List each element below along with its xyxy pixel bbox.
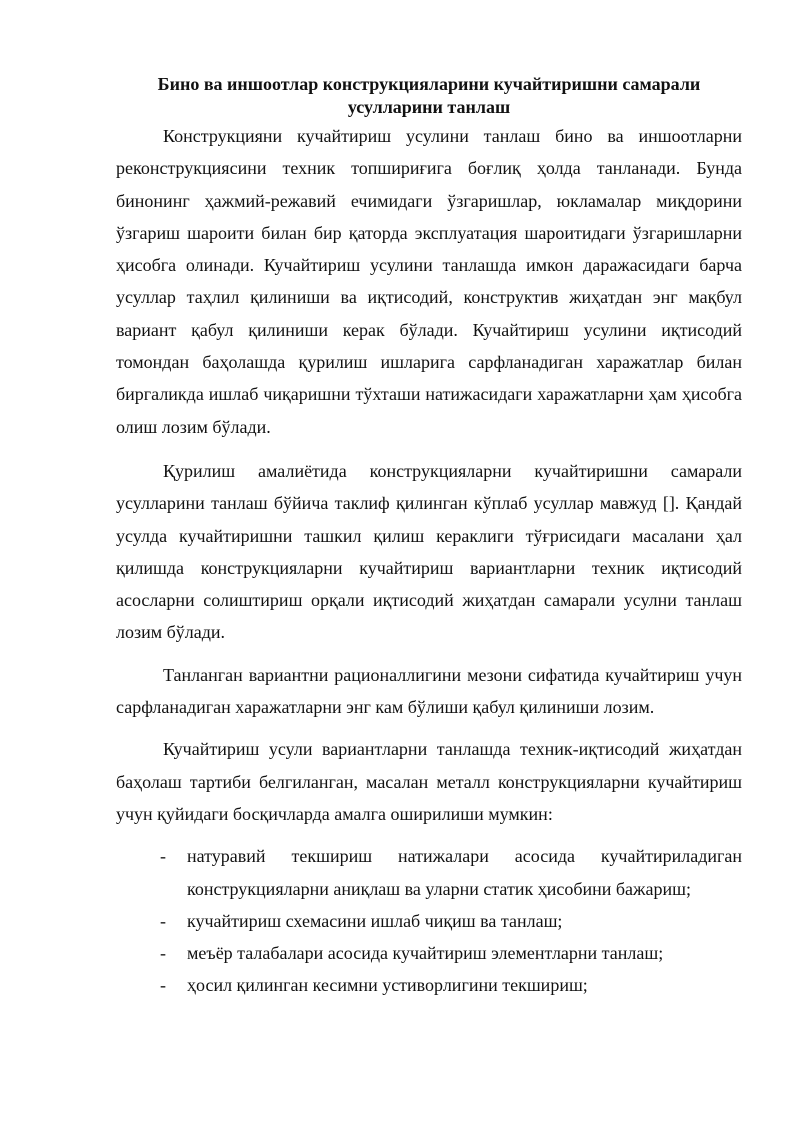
list-item-text: кучайтириш схемасини ишлаб чиқиш ва танлаш; [187, 910, 563, 931]
steps-list [116, 840, 742, 1001]
list-item-text: натуравий текшириш натижалари асосида кучайтириладиган конструкцияларни аниқлаш ва уларни статик ҳисобини бажариш; [187, 846, 742, 899]
list-dash-marker: - [160, 943, 166, 964]
list-item [116, 905, 742, 937]
list-item [116, 969, 742, 1001]
list-item [116, 937, 742, 969]
paragraph-1: Конструкцияни кучайтириш усулини танлаш бино ва иншоотларни реконструкциясини техник топшириғига боғлиқ ҳолда танланади. Бунда бинонинг ҳажмий-режавий ечимидаги ўзгаришлар, юкламалар миқдорини ўзгариш шароити билан бир қаторда эксплуатация шароитидаги ўзгаришларни ҳисобга олинади. Кучайтириш усулини танлашда имкон даражасидаги барча усуллар таҳлил қилиниши ва иқтисодий, конструктив жиҳатдан энг мақбул вариант қабул қилиниши керак бўлади. Кучайтириш усулини иқтисодий томондан баҳолашда қурилиш ишларига сарфланадиган харажатлар билан биргаликда ишлаб чиқаришни тўхташи натижасидаги харажатларни ҳам ҳисобга олиш лозим бўлади. [116, 126, 742, 437]
document-body [116, 73, 742, 1002]
list-dash-marker: - [160, 846, 166, 867]
paragraph-3: Танланган вариантни рационаллигини мезони сифатида кучайтириш учун сарфланадиган харажатларни энг кам бўлиши қабул қилиниши лозим. [116, 664, 742, 718]
paragraph-2: Қурилиш амалиётида конструкцияларни кучайтиришни самарали усулларини танлаш бўйича таклиф қилинган кўплаб усуллар мавжуд []. Қандай усулда кучайтиришни ташкил қилиш кераклиги тўғрисидаги масалани ҳал қилишда конструкцияларни кучайтириш вариантларни техник иқтисодий асосларни солиштириш орқали иқтисодий жиҳатдан самарали усулни танлаш лозим бўлади. [116, 460, 742, 643]
paragraph-4: Кучайтириш усули вариантларни танлашда техник-иқтисодий жиҳатдан баҳолаш тартиби белгиланган, масалан металл конструкцияларни кучайтириш учун қуйидаги босқичларда амалга оширилиши мумкин: [116, 739, 742, 824]
list-dash-marker: - [160, 910, 166, 931]
list-dash-marker: - [160, 975, 166, 996]
list-item [116, 840, 742, 905]
list-item-text: ҳосил қилинган кесимни устиворлигини текшириш; [187, 975, 588, 996]
document-title: Бино ва иншоотлар конструкцияларини кучайтиришни самарали усулларини танлаш [157, 74, 701, 117]
list-item-text: меъёр талабалари асосида кучайтириш элементларни танлаш; [187, 943, 664, 964]
